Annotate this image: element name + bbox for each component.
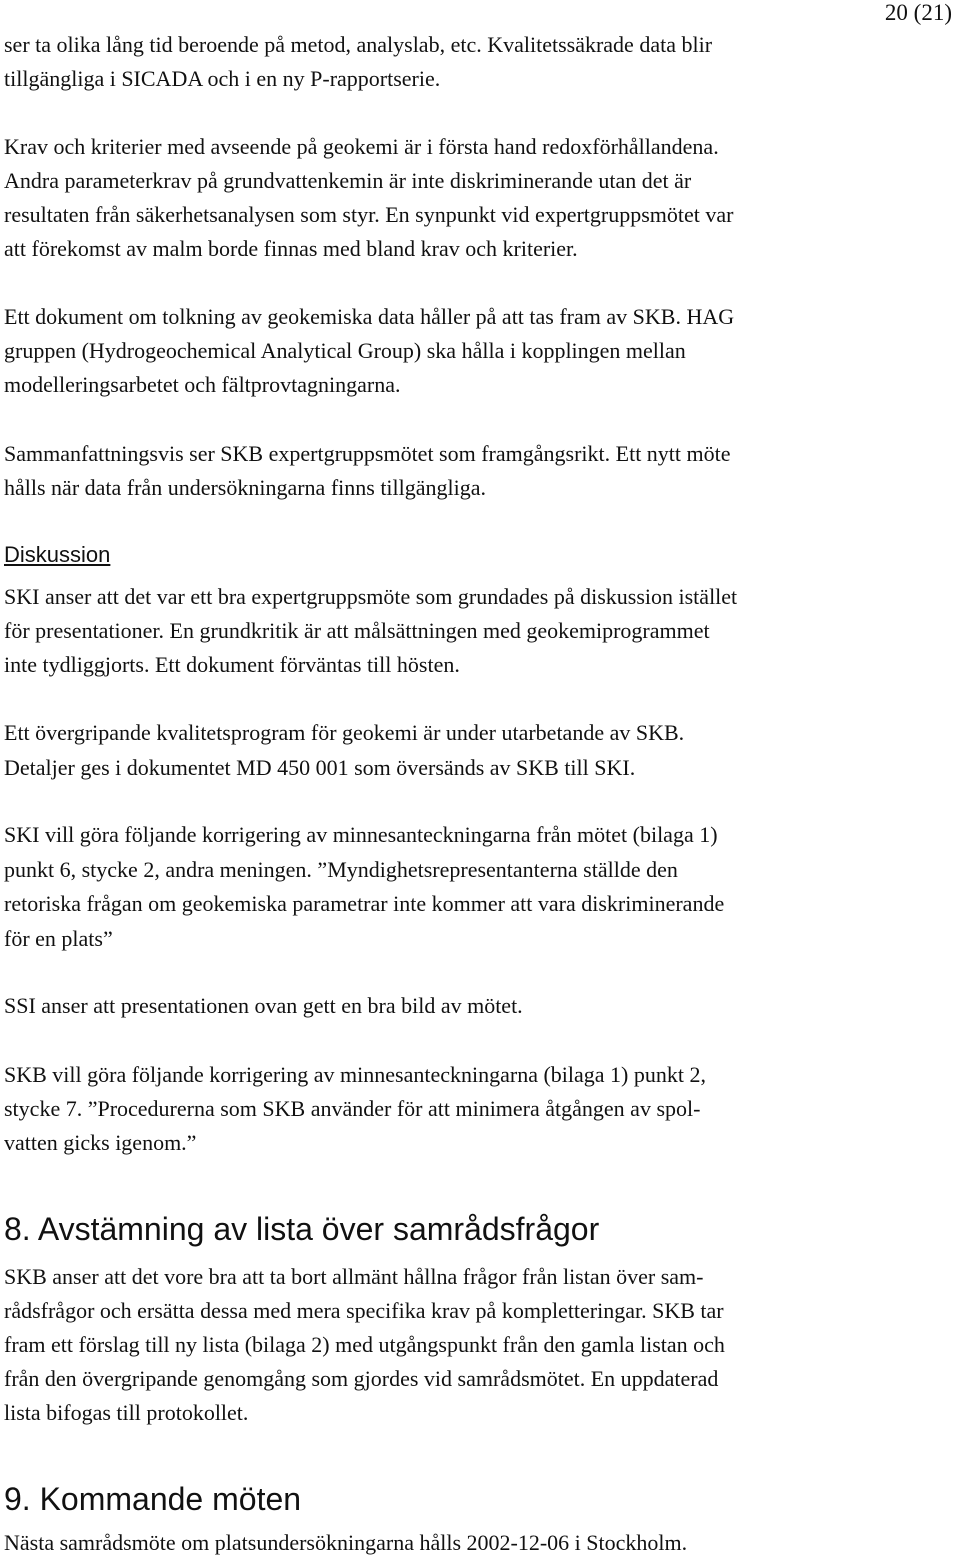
text-line: Detaljer ges i dokumentet MD 450 001 som översänds av SKB till SKI.	[4, 755, 636, 780]
text-line: lista bifogas till protokollet.	[4, 1400, 249, 1425]
text-line: att förekomst av malm borde finnas med bland krav och kriterier.	[4, 236, 578, 261]
text-line: stycke 7. ”Procedurerna som SKB använder för att minimera åtgången av spol-	[4, 1096, 701, 1121]
text-line: ser ta olika lång tid beroende på metod, analyslab, etc. Kvalitetssäkrade data blir	[4, 32, 713, 57]
text-line: SKB vill göra följande korrigering av minnesanteckningarna (bilaga 1) punkt 2,	[4, 1062, 706, 1087]
text-line: SKI anser att det var ett bra expertgruppsmöte som grundades på diskussion istället	[4, 584, 738, 609]
text-line: Ett dokument om tolkning av geokemiska data håller på att tas fram av SKB. HAG	[4, 304, 735, 329]
text-line: resultaten från säkerhetsanalysen som styr. En synpunkt vid expertgruppsmötet var	[4, 202, 734, 227]
section-9-heading: 9. Kommande möten	[4, 1481, 302, 1517]
text-line: retoriska frågan om geokemiska parametrar inte kommer att vara diskriminerande	[4, 891, 725, 916]
text-line: för en plats”	[4, 926, 113, 951]
section-8-heading: 8. Avstämning av lista över samrådsfrågor	[4, 1211, 600, 1247]
text-line: SKB anser att det vore bra att ta bort allmänt hållna frågor från listan över sam-	[4, 1264, 704, 1289]
text-line: vatten gicks igenom.”	[4, 1130, 197, 1155]
text-line: gruppen (Hydrogeochemical Analytical Group) ska hålla i kopplingen mellan	[4, 338, 686, 363]
text-line: från den övergripande genomgång som gjordes vid samrådsmötet. En uppdaterad	[4, 1366, 719, 1391]
text-line: SKI vill göra följande korrigering av minnesanteckningarna från mötet (bilaga 1)	[4, 822, 718, 847]
text-line: hålls när data från undersökningarna finns tillgängliga.	[4, 475, 487, 500]
text-line: punkt 6, stycke 2, andra meningen. ”Myndighetsrepresentanterna ställde den	[4, 857, 678, 882]
text-line: rådsfrågor och ersätta dessa med mera specifika krav på kompletteringar. SKB tar	[4, 1298, 724, 1323]
discussion-subheading: Diskussion	[4, 542, 111, 567]
text-line: SSI anser att presentationen ovan gett en bra bild av mötet.	[4, 993, 523, 1018]
text-line: modelleringsarbetet och fältprovtagningarna.	[4, 372, 401, 397]
text-line: Andra parameterkrav på grundvattenkemin är inte diskriminerande utan det är	[4, 168, 692, 193]
text-line: för presentationer. En grundkritik är att målsättningen med geokemiprogrammet	[4, 618, 710, 643]
page-number: 20 (21)	[884, 0, 952, 25]
text-line: Krav och kriterier med avseende på geokemi är i första hand redoxförhållandena.	[4, 134, 719, 159]
text-line: tillgängliga i SICADA och i en ny P-rapportserie.	[4, 66, 441, 91]
text-line: fram ett förslag till ny lista (bilaga 2) med utgångspunkt från den gamla listan och	[4, 1332, 725, 1357]
text-line: Nästa samrådsmöte om platsundersökningarna hålls 2002-12-06 i Stockholm.	[4, 1530, 688, 1555]
text-line: inte tydliggjorts. Ett dokument förväntas till hösten.	[4, 652, 460, 677]
text-line: Sammanfattningsvis ser SKB expertgruppsmötet som framgångsrikt. Ett nytt möte	[4, 441, 731, 466]
text-line: Ett övergripande kvalitetsprogram för geokemi är under utarbetande av SKB.	[4, 720, 685, 745]
